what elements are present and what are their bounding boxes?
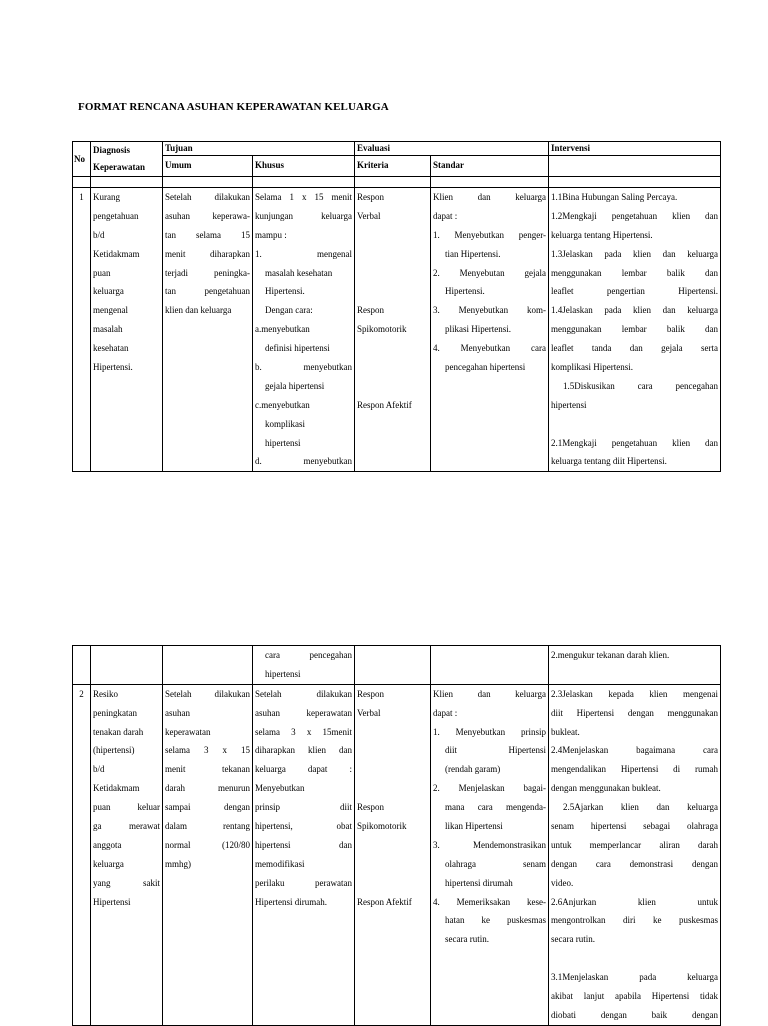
row2-intervensi-line: 2.6Anjurkan klien untuk: [551, 896, 718, 907]
row2-diagnosis-line: keluarga: [93, 858, 124, 869]
row1-khusus-line: kunjungan keluarga: [255, 210, 353, 221]
row2-standar-line: secara rutin.: [445, 934, 489, 945]
row2-kriteria-line: [357, 723, 428, 742]
row1-standar-line: 1. Menyebutkan penger-: [433, 229, 547, 240]
row1-diagnosis-line: puan: [93, 267, 111, 278]
cont-intervensi: [549, 646, 721, 685]
row2-kriteria-line: [357, 855, 428, 874]
row1-standar-line: 4. Menyebutkan cara: [433, 343, 547, 354]
row2-intervensi-line: 2.5Ajarkan klien dan keluarga: [563, 802, 718, 813]
row1-standar-line: 3. Menyebutkan kom-: [433, 305, 547, 316]
row1-diagnosis-line: Ketidakmam: [93, 248, 140, 259]
row2-intervensi-line: secara rutin.: [551, 934, 595, 945]
row1-standar-line: Klien dan keluarga: [433, 192, 547, 202]
row2-standar-line: dapat :: [433, 707, 458, 718]
header-diagnosis: [91, 142, 163, 177]
row2-khusus-line: selama 3 x 15menit: [255, 726, 352, 737]
cont-no: [73, 646, 91, 685]
row2-standar: [431, 684, 549, 1025]
row2-khusus-line: memodifikasi: [255, 858, 305, 869]
spacer-cell: [549, 177, 721, 188]
row2-standar-line: olahraga senam: [445, 858, 546, 869]
row2-intervensi-line: untuk memperlancar aliran darah: [551, 839, 718, 850]
row1-diagnosis-line: kesehatan: [93, 343, 129, 354]
cont-umum: [163, 646, 253, 685]
row2-intervensi: [549, 684, 721, 1025]
row1-standar-line: dapat :: [433, 210, 458, 221]
row1-umum-line: terjadi peningka-: [165, 267, 250, 278]
row1-diagnosis-line: mengenal: [93, 305, 128, 316]
row1-khusus-line: Selama 1 x 15 menit: [255, 192, 353, 202]
cont-khusus-line: hipertensi: [265, 668, 301, 679]
cont-standar: [431, 646, 549, 685]
row1-no: 1: [73, 188, 91, 472]
row2-umum-line: mmhg): [165, 858, 191, 869]
header-umum: Umum: [163, 156, 253, 177]
row2-standar-line: 3. Mendemonstrasikan: [433, 839, 546, 850]
row1-intervensi-line: leaflet tanda dan gejala serta: [551, 343, 719, 354]
row1-kriteria-line: Verbal: [357, 210, 381, 221]
row1-intervensi-line: menggunakan lembar balik dan: [551, 324, 719, 335]
row2-kriteria-line: [357, 760, 428, 779]
row2-standar-line: 1. Menyebutkan prinsip: [433, 726, 546, 737]
row1-khusus-line: 1. mengenal: [255, 248, 353, 259]
row2-khusus-line: Setelah dilakukan: [255, 688, 352, 699]
row2-khusus-line: Menyebutkan: [255, 783, 305, 794]
row1-umum: [163, 188, 253, 472]
row2-standar-line: mana cara mengenda-: [445, 802, 546, 813]
row1-standar-line: plikasi Hipertensi.: [445, 324, 512, 335]
row1-intervensi-line: 2.1Mengkaji pengetahuan klien dan: [551, 437, 719, 448]
row2-diagnosis-line: b/d: [93, 764, 105, 775]
cont-khusus-line: cara pencegahan: [265, 650, 352, 660]
row1-kriteria-line: [357, 245, 428, 264]
spacer-cell: [91, 177, 163, 188]
row1-intervensi-line: 1.5Diskusikan cara pencegahan: [563, 380, 719, 391]
row2-kriteria-line: [357, 874, 428, 893]
row1-intervensi-line: 1.3Jelaskan pada klien dan keluarga: [551, 248, 719, 259]
header-intervensi: Intervensi: [549, 142, 721, 156]
row2-standar-line: hatan ke puskesmas: [445, 915, 546, 926]
row2-diagnosis-line: Ketidakmam: [93, 783, 140, 794]
header-standar: Standar: [431, 156, 549, 177]
row2-intervensi-line: 2.4Menjelaskan bagaimana cara: [551, 745, 718, 756]
row1-kriteria-line: [357, 282, 428, 301]
cont-kriteria: [355, 646, 431, 685]
header-intervensi-sub: [549, 156, 721, 177]
spacer-cell: [253, 177, 355, 188]
row1-diagnosis-line: keluarga: [93, 286, 124, 297]
row2-intervensi-line: diobati dengan baik dengan: [551, 1009, 718, 1020]
row1-kriteria-line: Respon: [357, 192, 385, 202]
row2-khusus-line: hipertensi, obat: [255, 821, 352, 832]
row2-kriteria-line: [357, 836, 428, 855]
row1-kriteria-line: [357, 226, 428, 245]
row2-khusus-line: Hipertensi dirumah.: [255, 896, 327, 907]
row2-diagnosis-line: (hipertensi): [93, 745, 135, 756]
row1-intervensi-line: komplikasi Hipertensi.: [551, 362, 634, 373]
row1-khusus-line: gejala hipertensi: [265, 380, 325, 391]
row2-no: 2: [73, 684, 91, 1025]
row1-standar-line: pencegahan hipertensi: [445, 362, 526, 373]
row1-diagnosis-line: masalah: [93, 324, 123, 335]
row2-intervensi-line: senam hipertensi sebagai olahraga: [551, 821, 718, 832]
row2-intervensi-line: dengan menggunakan bukleat.: [551, 783, 661, 794]
header-diagnosis-line1: Diagnosis: [93, 145, 131, 155]
document-title: FORMAT RENCANA ASUHAN KEPERAWATAN KELUARGA: [78, 101, 389, 113]
row1-khusus-line: komplikasi: [265, 418, 305, 429]
row1-umum-line: asuhan keperawa-: [165, 210, 250, 221]
row1-khusus-line: definisi hipertensi: [265, 343, 330, 354]
row1-kriteria-line: [357, 264, 428, 283]
row2-umum-line: sampai dengan: [165, 802, 250, 813]
row2-standar-line: hipertensi dirumah: [445, 877, 513, 888]
spacer-cell: [355, 177, 431, 188]
row2-khusus-line: hipertensi dan: [255, 839, 352, 850]
row1-intervensi-line: keluarga tentang diit Hipertensi.: [551, 456, 667, 467]
cont-intervensi-line: 2.mengukur tekanan darah klien.: [551, 650, 670, 660]
row2-standar-line: diit Hipertensi: [445, 745, 546, 756]
row1-diagnosis-line: pengetahuan: [93, 210, 139, 221]
row2-umum-line: dalam rentang: [165, 821, 250, 832]
row2-khusus-line: asuhan keperawatan: [255, 707, 352, 718]
row1-diagnosis: [91, 188, 163, 472]
row2-umum-line: Setelah dilakukan: [165, 688, 250, 699]
row2-intervensi-line: 2.3Jelaskan kepada klien mengenai: [551, 688, 718, 699]
cont-khusus: [253, 646, 355, 685]
row2-umum-line: normal (120/80: [165, 839, 250, 850]
row2-kriteria-line: [357, 741, 428, 760]
row2-khusus: [253, 684, 355, 1025]
row1-intervensi-line: 1.4Jelaskan pada klien dan keluarga: [551, 305, 719, 316]
row2-kriteria-line: [357, 779, 428, 798]
spacer-cell: [163, 177, 253, 188]
row1-khusus-line: Dengan cara:: [265, 305, 313, 316]
row2-umum: [163, 684, 253, 1025]
row1-umum-line: tan pengetahuan: [165, 286, 250, 297]
row1-kriteria-line: [357, 377, 428, 396]
row1-standar-line: 2. Menyebutan gejala: [433, 267, 547, 278]
row1-diagnosis-line: b/d: [93, 229, 105, 240]
row1-intervensi-line: menggunakan lembar balik dan: [551, 267, 719, 278]
row2-umum-line: selama 3 x 15: [165, 745, 250, 756]
header-evaluasi: Evaluasi: [355, 142, 549, 156]
row1-intervensi-line: 1.1Bina Hubungan Saling Percaya.: [551, 192, 678, 202]
row2-diagnosis-line: peningkatan: [93, 707, 137, 718]
row2-umum-line: keperawatan: [165, 726, 211, 737]
row1-khusus-line: c.menyebutkan: [255, 399, 310, 410]
row1-khusus-line: hipertensi: [265, 437, 301, 448]
row2-intervensi-line: mengontrolkan diri ke puskesmas: [551, 915, 718, 926]
row1-khusus-line: mampu :: [255, 229, 287, 240]
row2-diagnosis: [91, 684, 163, 1025]
row1-khusus-line: b. menyebutkan: [255, 362, 353, 373]
row1-umum-line: klien dan keluarga: [165, 305, 232, 316]
row1-intervensi-line: hipertensi: [551, 399, 587, 410]
row2-umum-line: asuhan: [165, 707, 190, 718]
row1-kriteria-line: Respon Afektif: [357, 399, 412, 410]
spacer-cell: [431, 177, 549, 188]
row1-kriteria-line: Spikomotorik: [357, 324, 407, 335]
row2-kriteria: [355, 684, 431, 1025]
row1-umum-line: tan selama 15: [165, 229, 250, 240]
row2-diagnosis-line: ga merawat: [93, 821, 160, 832]
row2-intervensi-line: dengan cara demonstrasi dengan: [551, 858, 718, 869]
row2-khusus-line: diharapkan klien dan: [255, 745, 352, 756]
row2-intervensi-line: akibat lanjut apabila Hipertensi tidak: [551, 991, 718, 1002]
row1-khusus: [253, 188, 355, 472]
row1-intervensi: [549, 188, 721, 472]
row2-umum-line: menit tekanan: [165, 764, 250, 775]
row2-diagnosis-line: Resiko: [93, 688, 119, 699]
row1-umum-line: Setelah dilakukan: [165, 192, 250, 202]
row1-intervensi-line: leaflet pengertian Hipertensi.: [551, 286, 719, 297]
row2-kriteria-line: Respon Afektif: [357, 896, 412, 907]
row2-diagnosis-line: anggota: [93, 839, 122, 850]
row1-standar: [431, 188, 549, 472]
row1-umum-line: menit diharapkan: [165, 248, 250, 259]
row2-kriteria-line: Respon: [357, 802, 384, 813]
header-khusus: Khusus: [253, 156, 355, 177]
row1-intervensi-line: 1.2Mengkaji pengetahuan klien dan: [551, 210, 719, 221]
care-plan-table-page-1: [72, 141, 721, 472]
row2-intervensi-line: mengendalikan Hipertensi di rumah: [551, 764, 718, 775]
row2-intervensi-line: bukleat.: [551, 726, 580, 737]
row1-kriteria-line: [357, 358, 428, 377]
row2-khusus-line: keluarga dapat :: [255, 764, 352, 775]
header-diagnosis-line2: Keperawatan: [93, 162, 145, 172]
row1-intervensi-line: keluarga tentang Hipertensi.: [551, 229, 653, 240]
row2-intervensi-line: video.: [551, 877, 574, 888]
row2-khusus-line: prinsip diit: [255, 802, 352, 813]
row2-intervensi-line: [551, 949, 718, 968]
row2-umum-line: darah menurun: [165, 783, 250, 794]
row1-standar-line: Hipertensi.: [445, 286, 485, 297]
row1-standar-line: tian Hipertensi.: [445, 248, 501, 259]
header-tujuan: Tujuan: [163, 142, 355, 156]
row2-khusus-line: perilaku perawatan: [255, 877, 352, 888]
header-no: No: [73, 142, 91, 177]
header-kriteria: Kriteria: [355, 156, 431, 177]
cont-diagnosis: [91, 646, 163, 685]
row2-standar-line: Klien dan keluarga: [433, 688, 546, 699]
row2-kriteria-line: Respon: [357, 688, 384, 699]
row2-standar-line: likan Hipertensi: [445, 821, 503, 832]
row1-kriteria: [355, 188, 431, 472]
row2-standar-line: 2. Menjelaskan bagai-: [433, 783, 546, 794]
row1-diagnosis-line: Kurang: [93, 192, 120, 202]
row1-khusus-line: masalah kesehatan: [265, 267, 333, 278]
row1-khusus-line: Hipertensi.: [265, 286, 305, 297]
row2-intervensi-line: 3.1Menjelaskan pada keluarga: [551, 972, 718, 983]
spacer-cell: [73, 177, 91, 188]
row2-kriteria-line: Verbal: [357, 707, 381, 718]
care-plan-table-page-2: [72, 645, 721, 1026]
row2-kriteria-line: Spikomotorik: [357, 821, 407, 832]
row2-diagnosis-line: tenakan darah: [93, 726, 144, 737]
row1-kriteria-line: [357, 339, 428, 358]
row2-diagnosis-line: yang sakit: [93, 877, 160, 888]
row2-intervensi-line: diit Hipertensi dengan menggunakan: [551, 707, 718, 718]
row1-kriteria-line: Respon: [357, 305, 385, 316]
row1-diagnosis-line: Hipertensi.: [93, 362, 133, 373]
row1-khusus-line: d. menyebutkan: [255, 456, 353, 467]
row1-intervensi-line: [551, 415, 718, 434]
row2-standar-line: (rendah garam): [445, 764, 501, 775]
row2-diagnosis-line: puan keluar: [93, 802, 160, 813]
row2-diagnosis-line: Hipertensi: [93, 896, 131, 907]
row2-standar-line: 4. Memeriksakan kese-: [433, 896, 546, 907]
row1-khusus-line: a.menyebutkan: [255, 324, 310, 335]
